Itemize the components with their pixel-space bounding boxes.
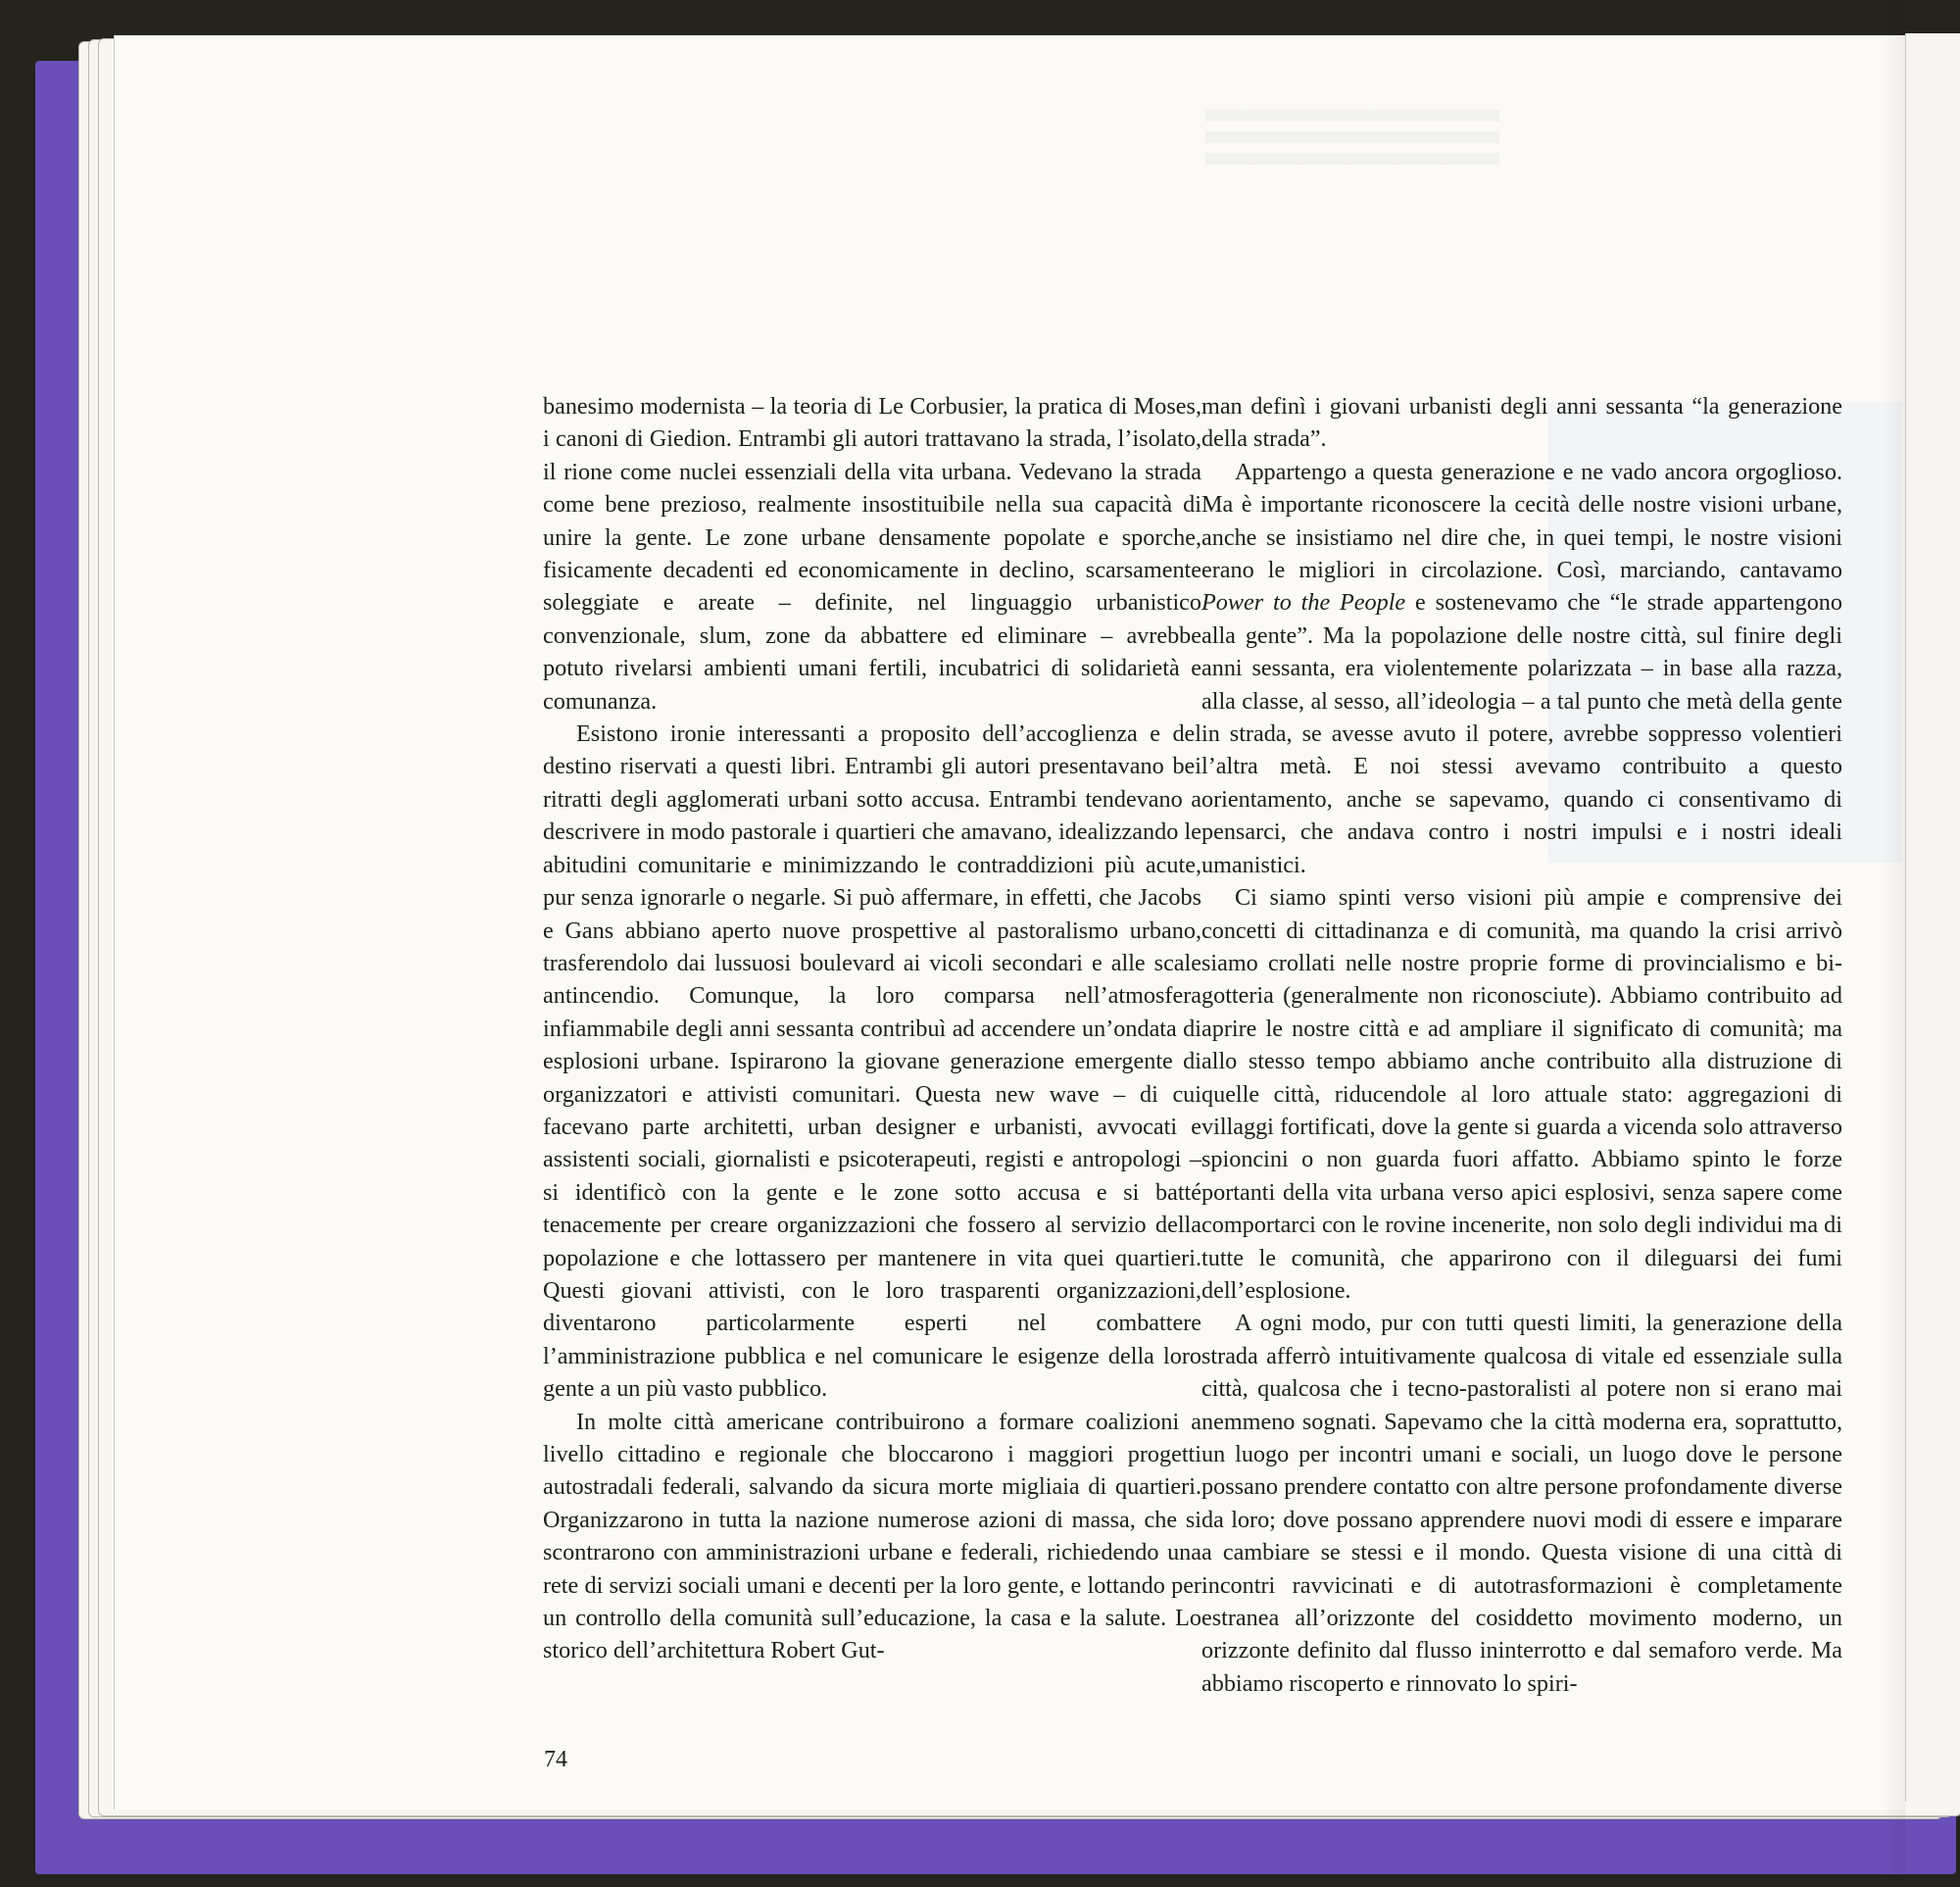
paragraph: man definì i giovani urbanisti degli anni sessanta “la generazione della strada”. <box>1201 393 1842 453</box>
text-column-left <box>543 390 1201 1667</box>
text-column-right <box>1201 390 1842 1700</box>
facing-page-edge <box>1905 33 1960 1802</box>
paragraph: banesimo modernista – la teoria di Le Corbusier, la pratica di Moses, i canoni di Giedion. Entrambi gli autori trattavano la strada, l’isolato, il rione come nuclei essenziali della vita urbana. Vedevano la strada come bene prezioso, realmente insostituibile nella sua capacità di unire la gente. Le zone urbane densamente popolate e sporche, fisicamente decadenti ed economicamente in declino, scarsamente soleggiate e areate – definite, nel linguaggio urbanistico convenzionale, slum, zone da abbattere ed eliminare – avrebbe potuto rivelarsi ambienti umani fertili, incubatrici di solidarietà e comunanza. <box>543 393 1201 715</box>
paragraph-text: Appartengo a questa generazione e ne vado ancora orgoglioso. Ma è importante riconoscere la cecità delle nostre visioni urbane, anche se insistiamo nel dire che, in quei tempi, le nostre visioni erano le migliori in circolazione. Così, marciando, cantavamo <box>1201 458 1842 584</box>
paragraph <box>1201 456 1842 881</box>
paragraph: A ogni modo, pur con tutti questi limiti, la generazione della strada afferrò intuitivamente qualcosa di vitale ed essenziale sulla città, qualcosa che i tecno-pastoralisti al potere non si erano mai nemmeno sognati. Sapevamo che la città moderna era, soprattutto, un luogo per incontri umani e sociali, un luogo dove le persone possano prendere contatto con altre persone profondamente diverse da loro; dove possano apprendere nuovi modi di essere e imparare a cambiare se stessi e il mondo. Questa visione di una città di incontri ravvicinati e di autotrasformazioni è completamente estranea all’orizzonte del cosiddetto movimento moderno, un orizzonte definito dal flusso ininterrotto e dal semaforo verde. Ma abbiamo riscoperto e rinnovato lo spiri- <box>1201 1310 1842 1697</box>
paragraph: In molte città americane contribuirono a formare coalizioni a livello cittadino e regionale che bloccarono i maggiori progetti autostradali federali, salvando da sicura morte migliaia di quartieri. Organizzarono in tutta la nazione numerose azioni di massa, che si scontrarono con amministrazioni urbane e federali, richiedendo una rete di servizi sociali umani e decenti per la loro gente, e lottando per un controllo della comunità sull’educazione, la casa e la salute. Lo storico dell’architettura Robert Gut- <box>543 1408 1201 1664</box>
show-through-text <box>1205 110 1499 169</box>
song-title-italic: Power to the People <box>1201 589 1406 617</box>
page-number: 74 <box>544 1747 567 1772</box>
paragraph: Esistono ironie interessanti a proposito dell’accoglienza e del destino riservati a questi libri. Entrambi gli autori presentavano bei ritratti degli agglomerati urbani sotto accusa. Entrambi tendevano a descrivere in modo pastorale i quartieri che amavano, idealizzando le abitudini comunitarie e minimizzando le contraddizioni più acute, pur senza ignorarle o negarle. Si può affermare, in effetti, che Jacobs e Gans abbiano aperto nuove prospettive al pastoralismo urbano, trasferendolo dai lussuosi boulevard ai vicoli secondari e alle scale antincendio. Comunque, la loro comparsa nell’atmosfera infiammabile degli anni sessanta contribuì ad accendere un’ondata di esplosioni urbane. Ispirarono la giovane generazione emergente di organizzatori e attivisti comunitari. Questa new wave – di cui facevano parte architetti, urban designer e urbanisti, avvocati e assistenti sociali, giornalisti e psicoterapeuti, registi e antropologi – si identificò con la gente e le zone sotto accusa e si batté tenacemente per creare organizzazioni che fossero al servizio della popolazione e che lottassero per mantenere in vita quei quartieri. Questi giovani attivisti, con le loro trasparenti organizzazioni, diventarono particolarmente esperti nel combattere l’amministrazione pubblica e nel comunicare le esigenze della loro gente a un più vasto pubblico. <box>543 720 1201 1403</box>
paragraph-text: e sostenevamo che “le strade appartengono alla gente”. Ma la popolazione delle nostre città, sul finire degli anni sessanta, era violentemente polarizzata – in base alla razza, alla classe, al sesso, all’ideologia – a tal punto che metà della gente in strada, se avesse avuto il potere, avrebbe soppresso volentieri l’altra metà. E noi stessi avevamo contribuito a questo orientamento, anche se sapevamo, quando ci consentivamo di pensarci, che andava contro i nostri impulsi e i nostri ideali umanistici. <box>1201 589 1842 878</box>
paragraph: Ci siamo spinti verso visioni più ampie e comprensive dei concetti di cittadinanza e di comunità, ma quando la crisi arrivò siamo crollati nelle nostre proprie forme di provincialismo e bigotteria (generalmente non riconosciute). Abbiamo contribuito ad aprire le nostre città e ad ampliare il significato di comunità; ma allo stesso tempo abbiamo anche contribuito alla distruzione di quelle città, riducendole al loro attuale stato: aggregazioni di villaggi fortificati, dove la gente si guarda a vicenda solo attraverso spioncini o non guarda fuori affatto. Abbiamo spinto le forze portanti della vita urbana verso apici esplosivi, senza sapere come comportarci con le rovine incenerite, non solo degli individui ma di tutte le comunità, che apparirono con il dileguarsi dei fumi dell’esplosione. <box>1201 884 1842 1304</box>
